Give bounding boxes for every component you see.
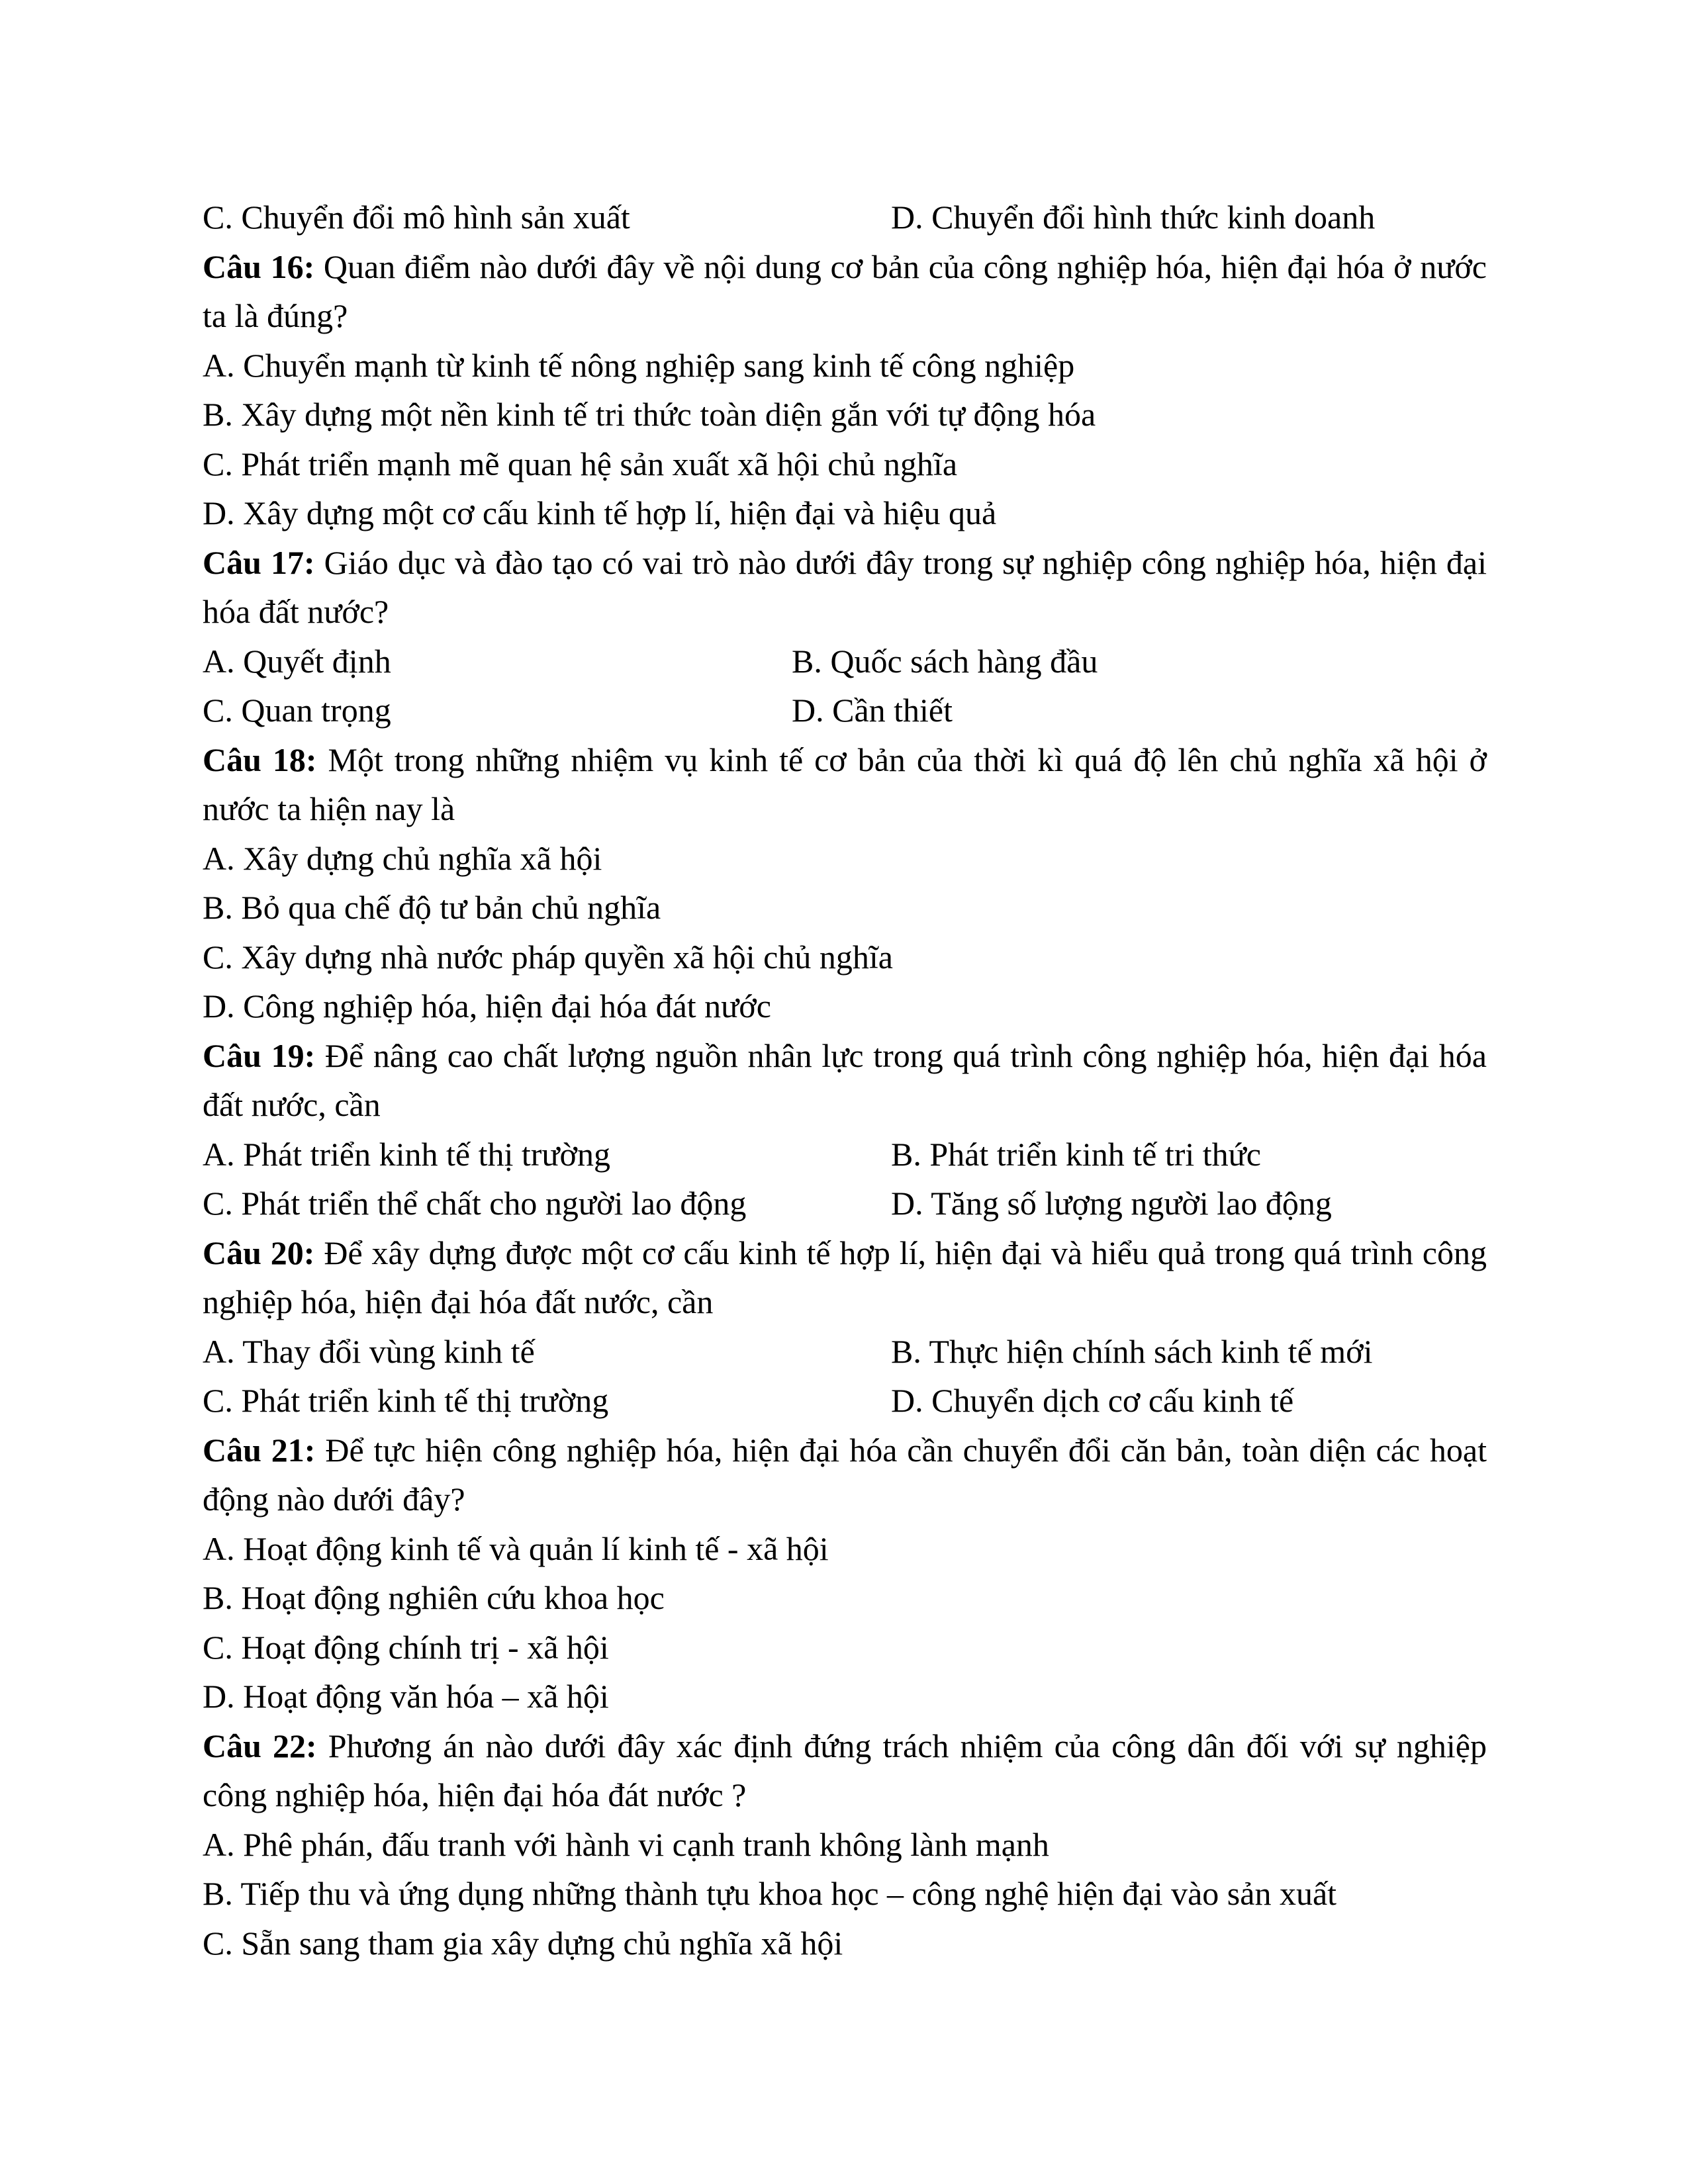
- option-c: C. Hoạt động chính trị - xã hội: [203, 1628, 609, 1666]
- question-text: Để tực hiện công nghiệp hóa, hiện đại hóa cần chuyển đổi căn bản, toàn diện các hoạt động nào dưới đây?: [203, 1431, 1487, 1518]
- option-b: B. Bỏ qua chế độ tư bản chủ nghĩa: [203, 889, 661, 926]
- option-a: A. Phát triển kinh tế thị trường: [203, 1135, 610, 1173]
- question-number: Câu 22:: [203, 1727, 317, 1764]
- option-d: D. Hoạt động văn hóa – xã hội: [203, 1678, 609, 1715]
- option-d: D. Xây dựng một cơ cấu kinh tế hợp lí, hiện đại và hiệu quả: [203, 494, 997, 531]
- option-d: D. Tăng số lượng người lao động: [891, 1185, 1332, 1222]
- question-number: Câu 20:: [203, 1234, 315, 1271]
- question-number: Câu 16:: [203, 248, 315, 285]
- options-row: [203, 1130, 1487, 1179]
- question-20: [203, 1228, 1487, 1327]
- option-d: D. Công nghiệp hóa, hiện đại hóa đát nước: [203, 987, 771, 1024]
- option-c: C. Sẵn sang tham gia xây dựng chủ nghĩa xã hội: [203, 1924, 843, 1962]
- option-c: C. Quan trọng: [203, 692, 391, 729]
- option-b: B. Phát triển kinh tế tri thức: [891, 1135, 1261, 1173]
- question-22: [203, 1721, 1487, 1820]
- question-text: Giáo dục và đào tạo có vai trò nào dưới đây trong sự nghiệp công nghiệp hóa, hiện đại hóa đất nước?: [203, 543, 1487, 630]
- option-a: A. Xây dựng chủ nghĩa xã hội: [203, 839, 602, 877]
- option-a: A. Quyết định: [203, 642, 391, 680]
- option-b: B. Tiếp thu và ứng dụng những thành tựu khoa học – công nghệ hiện đại vào sản xuất: [203, 1875, 1337, 1912]
- question-number: Câu 18:: [203, 741, 317, 778]
- question-text: Phương án nào dưới đây xác định đứng trách nhiệm của công dân đối với sự nghiệp công nghiệp hóa, hiện đại hóa đát nước ?: [203, 1727, 1487, 1813]
- option-b: B. Thực hiện chính sách kinh tế mới: [891, 1332, 1373, 1370]
- option-b: B. Xây dựng một nền kinh tế tri thức toàn diện gắn với tự động hóa: [203, 396, 1096, 433]
- question-19: [203, 1031, 1487, 1130]
- question-text: Quan điểm nào dưới đây về nội dung cơ bản của công nghiệp hóa, hiện đại hóa ở nước ta là đúng?: [203, 248, 1487, 334]
- options-row: [203, 1179, 1487, 1228]
- option-c: C. Phát triển mạnh mẽ quan hệ sản xuất xã hội chủ nghĩa: [203, 445, 958, 482]
- option-a: A. Phê phán, đấu tranh với hành vi cạnh tranh không lành mạnh: [203, 1825, 1049, 1863]
- question-text: Để nâng cao chất lượng nguồn nhân lực trong quá trình công nghiệp hóa, hiện đại hóa đất nước, cần: [203, 1036, 1487, 1123]
- question-number: Câu 21:: [203, 1431, 316, 1469]
- question-16: [203, 242, 1487, 341]
- question-number: Câu 19:: [203, 1036, 316, 1074]
- question-text: Để xây dựng được một cơ cấu kinh tế hợp lí, hiện đại và hiểu quả trong quá trình công nghiệp hóa, hiện đại hóa đất nước, cần: [203, 1234, 1487, 1320]
- option-b: B. Quốc sách hàng đầu: [792, 642, 1098, 680]
- option-d: D. Chuyển dịch cơ cấu kinh tế: [891, 1382, 1294, 1419]
- options-row: [203, 637, 1487, 686]
- options-row: [203, 1376, 1487, 1426]
- question-18: [203, 735, 1487, 834]
- options-row: [203, 1327, 1487, 1377]
- option-c: C. Chuyển đổi mô hình sản xuất: [203, 199, 630, 236]
- option-d: D. Cần thiết: [792, 692, 953, 729]
- option-c: C. Phát triển kinh tế thị trường: [203, 1382, 609, 1419]
- option-b: B. Hoạt động nghiên cứu khoa học: [203, 1579, 665, 1616]
- options-row: [203, 686, 1487, 735]
- document-page: [203, 193, 1487, 1968]
- top-options-row: [203, 193, 1487, 242]
- question-text: Một trong những nhiệm vụ kinh tế cơ bản của thời kì quá độ lên chủ nghĩa xã hội ở nước ta hiện nay là: [203, 741, 1487, 827]
- question-number: Câu 17:: [203, 543, 315, 581]
- question-21: [203, 1426, 1487, 1524]
- option-a: A. Chuyển mạnh từ kinh tế nông nghiệp sang kinh tế công nghiệp: [203, 346, 1075, 384]
- option-d: D. Chuyển đổi hình thức kinh doanh: [891, 199, 1376, 236]
- question-17: [203, 538, 1487, 637]
- option-c: C. Xây dựng nhà nước pháp quyền xã hội chủ nghĩa: [203, 938, 893, 976]
- option-c: C. Phát triển thể chất cho người lao động: [203, 1185, 747, 1222]
- option-a: A. Hoạt động kinh tế và quản lí kinh tế - xã hội: [203, 1529, 829, 1567]
- option-a: A. Thay đổi vùng kinh tế: [203, 1332, 535, 1370]
